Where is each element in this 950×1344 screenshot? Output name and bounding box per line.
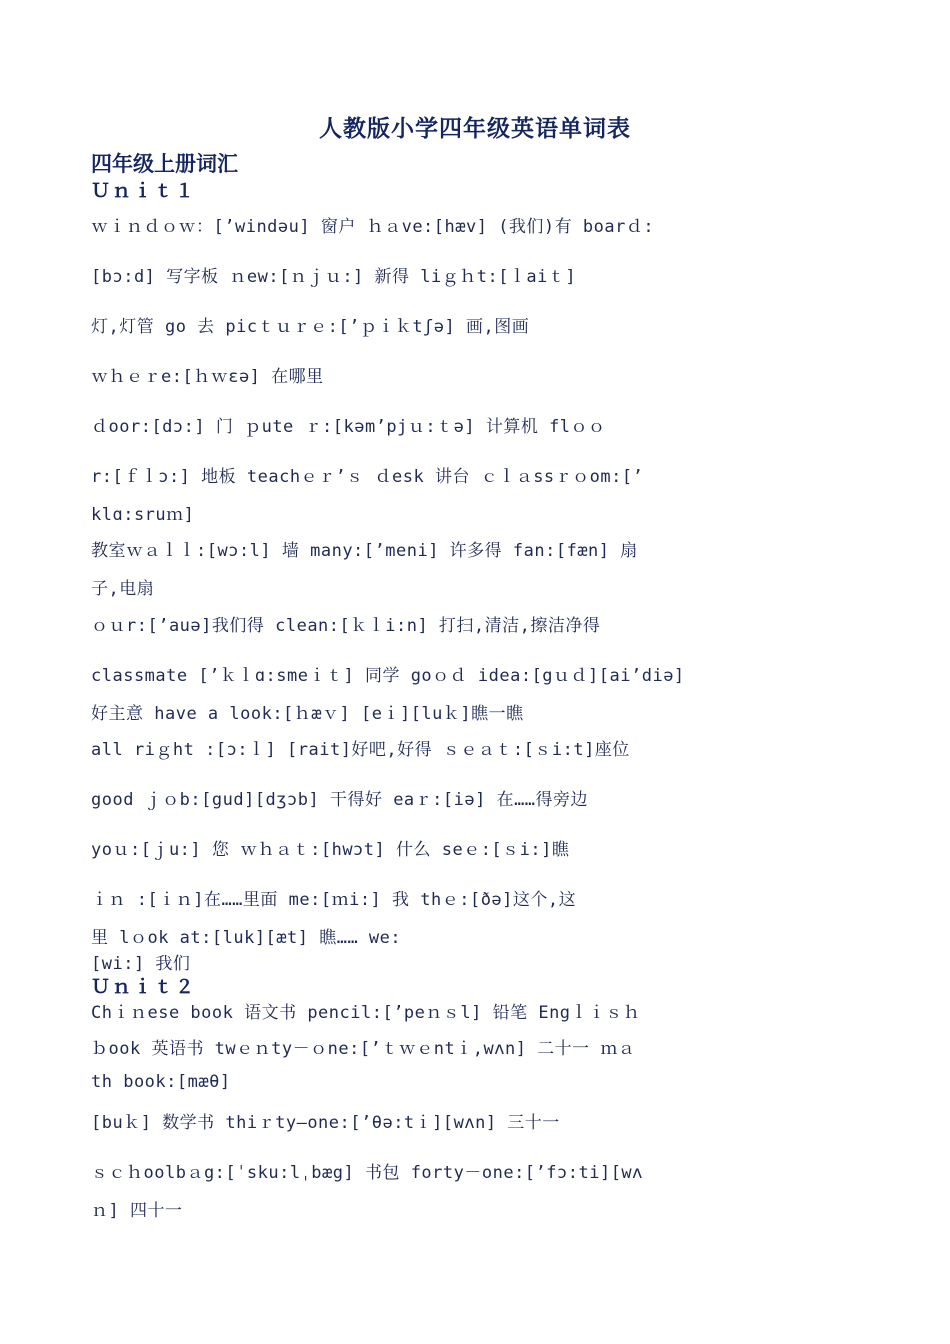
vocab-line: [wi:] 我们	[91, 954, 191, 974]
vocab-line: yoｕ:[ｊu:] 您 ｗｈａｔ:[hwɔt] 什么 seｅ:[ｓi:]瞧	[91, 840, 570, 860]
vocab-line: ｎ] 四十一	[91, 1201, 183, 1221]
vocab-line: klɑ:sruｍ]	[91, 505, 195, 525]
vocab-line: ｉｎ :[ｉｎ]在……里面 me:[ｍi:] 我 thｅ:[ðə]这个,这	[91, 890, 577, 910]
vocab-line: 教室ｗａｌｌ:[wɔ:l] 墙 many:[’meni] 许多得 fan:[fæn] 扇	[91, 541, 638, 561]
vocab-line: [bɔ:d] 写字板 ｎew:[ｎｊｕ:] 新得 liｇｈt:[ｌaiｔ]	[91, 267, 577, 287]
vocab-line: ｗｈｅｒe:[ｈｗɛə] 在哪里	[91, 367, 324, 387]
vocab-line: r:[ｆｌɔ:] 地板 teachｅｒ’ｓ ｄesk 讲台 ｃｌａssｒｏom:[’	[91, 467, 644, 487]
document-title: 人教版小学四年级英语单词表	[319, 116, 631, 142]
section-heading: 四年级上册词汇	[91, 152, 238, 176]
vocab-line: 好主意 have a look:[ｈæｖ] [eｉ][luｋ]瞧一瞧	[91, 704, 524, 724]
unit-heading: Ｕｎｉｔ１	[91, 180, 197, 202]
vocab-line: Chｉｎese book 语文书 pencil:[’peｎｓl] 铅笔 Engｌｉｓｈ	[91, 1003, 641, 1023]
unit-heading: Ｕｎｉｔ２	[91, 976, 197, 998]
vocab-line: classmate [’ｋｌɑ:smeｉｔ] 同学 goｏｄ idea:[gｕｄ][ai’diə]	[91, 666, 685, 686]
vocab-line: good ｊｏb:[gud][dʒɔb] 干得好 eaｒ:[iə] 在……得旁边	[91, 790, 589, 810]
vocab-line: ｄoor:[dɔ:] 门 ｐute ｒ:[kəm’pjｕ:ｔə] 计算机 flｏｏ	[91, 417, 606, 437]
vocab-line: ｏｕr:[’auə]我们得 clean:[ｋｌi:n] 打扫,清洁,擦洁净得	[91, 616, 601, 636]
vocab-line: ｗｉｎｄｏｗ：[’windəu] 窗户 ｈａve:[hæv] (我们)有 boarｄ:	[91, 217, 655, 237]
vocab-line: th book:[mæθ]	[91, 1072, 231, 1092]
vocab-line: all riｇht :[ɔ:ｌ] [rait]好吧,好得 ｓｅａｔ:[ｓi:t]座位	[91, 740, 630, 760]
vocab-line: ｂook 英语书 twｅｎty－ｏne:[’ｔｗｅntｉ,wʌn] 二十一 ｍａ	[91, 1039, 636, 1059]
vocab-line: 里 lｏok at:[luk][æt] 瞧…… we:	[91, 928, 402, 948]
vocab-line: ｓｃｈoolbａg:[ˈsku:lˌbæg] 书包 forty－one:[’fɔ:ti][wʌ	[91, 1163, 643, 1183]
vocab-line: 灯,灯管 go 去 picｔｕｒｅ:[’ｐｉｋtʃə] 画,图画	[91, 317, 530, 337]
vocab-line: 子,电扇	[91, 579, 155, 599]
vocab-line: [buｋ] 数学书 thiｒty—one:[’θə:tｉ][wʌn] 三十一	[91, 1113, 560, 1133]
